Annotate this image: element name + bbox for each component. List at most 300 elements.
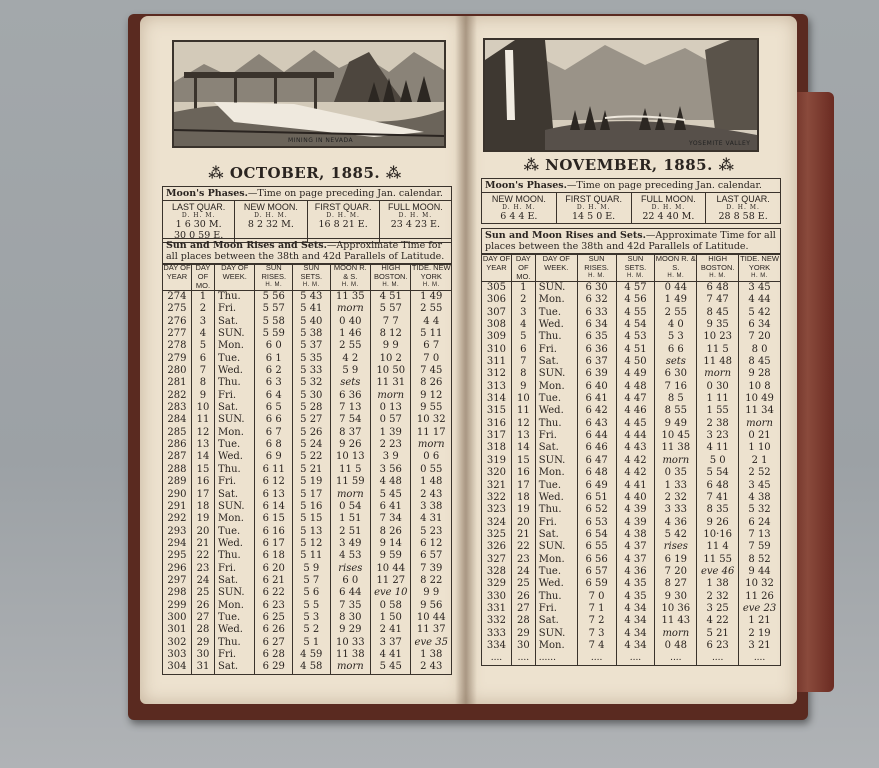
table-cell: 276 [163,316,192,328]
table-cell: 6 44 [330,587,370,599]
column-header [511,254,535,282]
moon-phase-units: D. H. M. [502,204,536,211]
table-cell: 6 47 [577,455,616,467]
table-cell: 9 30 [655,591,697,603]
table-cell: 281 [163,377,192,389]
table-cell: 5 12 [293,538,331,550]
moon-phase-value: 22 4 40 M. [642,211,695,222]
moon-phase-cell [308,201,380,242]
table-cell: SUN. [215,587,255,599]
table-cell: 6 48 [577,467,616,479]
yosemite-engraving-image [485,40,757,150]
table-row [482,442,781,454]
table-cell: 5 3 [655,331,697,343]
table-cell: 305 [482,282,512,295]
table-row [482,652,781,665]
table-cell: 6 23 [255,600,293,612]
table-cell: 6 48 [697,282,739,295]
table-cell: .... [482,652,512,665]
table-cell: 9 [191,390,214,402]
table-cell: 9 12 [411,390,452,402]
table-cell: 6 54 [577,529,616,541]
table-cell: Mon. [535,467,577,479]
table-cell: 4 54 [616,319,655,331]
table-cell: sets [330,377,370,389]
table-cell: 17 [511,480,535,492]
table-cell: Sat. [535,356,577,368]
table-cell: 31 [191,661,214,674]
table-cell: 6 15 [255,513,293,525]
table-row [163,365,452,377]
table-cell: 26 [511,591,535,603]
table-cell: 9 49 [655,418,697,430]
table-cell: 6 33 [577,307,616,319]
table-cell: 4 31 [411,513,452,525]
table-cell: Mon. [535,294,577,306]
table-cell: 7 4 [577,640,616,652]
table-cell: 280 [163,365,192,377]
table-cell: 299 [163,600,192,612]
table-cell: 0 57 [371,414,411,426]
table-cell: 9 26 [330,439,370,451]
table-cell: 295 [163,550,192,562]
table-cell: Thu. [215,464,255,476]
table-cell: 6 29 [255,661,293,674]
table-cell: 5 11 [293,550,331,562]
table-cell: 14 [191,451,214,463]
table-cell: 7 0 [411,353,452,365]
table-row [163,328,452,340]
table-cell: 3 33 [655,504,697,516]
column-header-label: HIGH BOSTON. [700,254,735,272]
table-cell: 5 16 [293,501,331,513]
column-header [191,263,214,291]
table-cell: 312 [482,368,512,380]
table-cell: 6 17 [255,538,293,550]
table-cell: 8 26 [411,377,452,389]
table-cell: 8 37 [330,427,370,439]
table-cell: 11 31 [371,377,411,389]
table-cell: .... [511,652,535,665]
table-cell: 4 51 [371,291,411,304]
table-cell: 10 36 [655,603,697,615]
table-cell: 2 [191,303,214,315]
table-cell: 4 22 [697,615,739,627]
moon-phase-units: D. H. M. [398,212,433,219]
moon-phase-cell [632,193,707,223]
table-cell: 5 40 [293,316,331,328]
table-cell: 6 44 [577,430,616,442]
moon-phase-label: FULL MOON. [388,202,443,212]
table-cell: 2 [511,294,535,306]
table-cell: 316 [482,418,512,430]
table-cell: 1 48 [411,476,452,488]
table-row [163,291,452,304]
table-cell: 288 [163,464,192,476]
table-cell: 29 [511,628,535,640]
table-cell: 4 55 [616,307,655,319]
table-cell: 2 23 [371,439,411,451]
table-cell: 6 55 [577,541,616,553]
table-cell: 12 [191,427,214,439]
table-cell: 5 22 [293,451,331,463]
table-cell: Wed. [215,624,255,636]
table-cell: 5 42 [655,529,697,541]
moon-phase-label: LAST QUAR. [171,202,226,212]
table-cell: 2 52 [739,467,781,479]
table-row [482,529,781,541]
table-cell: 275 [163,303,192,315]
moon-phases-note: —Time on page preceding Jan. calendar. [566,180,762,191]
table-cell: 302 [163,637,192,649]
column-header-units: H. M. [751,273,768,279]
table-cell: 319 [482,455,512,467]
table-cell: 11 43 [655,615,697,627]
table-cell: 4 34 [616,628,655,640]
column-header [697,254,739,282]
table-cell: 9 14 [371,538,411,550]
table-cell: 11 38 [655,442,697,454]
table-cell: 279 [163,353,192,365]
table-cell: 6 6 [255,414,293,426]
table-cell: Tue. [535,393,577,405]
table-cell: 29 [191,637,214,649]
table-cell: 6 34 [739,319,781,331]
table-cell: 1 11 [697,393,739,405]
table-cell: 4 44 [739,294,781,306]
table-cell: Sat. [215,575,255,587]
table-row [163,513,452,525]
table-row [482,418,781,430]
table-cell: Mon. [215,427,255,439]
table-cell: 9 44 [739,566,781,578]
table-cell: Mon. [535,381,577,393]
table-cell: 11 38 [330,649,370,661]
table-cell: 2 55 [655,307,697,319]
table-cell: 2 32 [655,492,697,504]
table-cell: SUN. [215,414,255,426]
table-cell: 306 [482,294,512,306]
table-cell: 325 [482,529,512,541]
rise-set-heading-box [162,238,452,265]
table-row [163,624,452,636]
table-cell: Mon. [215,340,255,352]
table-cell: 7 34 [371,513,411,525]
table-cell: 5 33 [293,365,331,377]
table-cell: sets [655,356,697,368]
table-cell: 0 13 [371,402,411,414]
table-cell: 3 49 [330,538,370,550]
rise-set-heading [163,239,451,264]
table-cell: 278 [163,340,192,352]
table-cell: 9 59 [371,550,411,562]
column-header [739,254,781,282]
table-row [163,612,452,624]
table-cell: 9 9 [411,587,452,599]
table-cell: 27 [511,603,535,615]
column-header [616,254,655,282]
table-cell: 6 24 [739,517,781,529]
november-calendar-table [481,254,781,666]
table-cell: Fri. [215,649,255,661]
table-cell: Thu. [535,418,577,430]
table-cell: 324 [482,517,512,529]
table-cell: 8 30 [330,612,370,624]
table-cell: Thu. [535,591,577,603]
table-cell: 1 [191,291,214,304]
table-row [163,600,452,612]
table-cell: 5 19 [293,476,331,488]
table-row [163,489,452,501]
table-cell: 24 [191,575,214,587]
table-cell: 301 [163,624,192,636]
table-cell: 5 1 [293,637,331,649]
table-cell: 286 [163,439,192,451]
table-row [482,282,781,295]
table-cell: 17 [191,489,214,501]
column-header-label: HIGH BOSTON. [373,263,408,281]
table-cell: 8 [191,377,214,389]
table-cell: 6 20 [255,563,293,575]
moon-phase-cell [557,193,632,223]
table-cell: Fri. [215,303,255,315]
column-header [371,263,411,291]
table-cell: 3 21 [739,640,781,652]
table-cell: .... [577,652,616,665]
table-row [163,526,452,538]
engraving-yosemite [483,38,759,152]
ornament-icon: ⁂ [523,156,546,174]
table-cell: 7 13 [330,402,370,414]
table-cell: 298 [163,587,192,599]
table-cell: 2 38 [697,418,739,430]
table-cell: 1 49 [411,291,452,304]
table-cell: 6 7 [255,427,293,439]
table-cell: 8 45 [739,356,781,368]
column-header [255,263,293,291]
table-cell: 10 23 [697,331,739,343]
table-row [482,356,781,368]
table-row [482,467,781,479]
table-cell: 11 27 [371,575,411,587]
month-title [479,156,779,174]
table-cell: 7 13 [739,529,781,541]
table-cell: Thu. [215,637,255,649]
table-cell: 2 19 [739,628,781,640]
table-cell: 10 45 [655,430,697,442]
table-cell: 282 [163,390,192,402]
table-cell: 9 9 [371,340,411,352]
table-cell: 6 23 [697,640,739,652]
moon-phase-cell [235,201,307,242]
table-cell: 9 26 [697,517,739,529]
table-cell: 1 [511,282,535,295]
table-cell: 10·16 [697,529,739,541]
moon-phase-units: D. H. M. [181,212,216,219]
table-cell: Fri. [535,344,577,356]
table-cell: 6 41 [371,501,411,513]
table-cell: 6 36 [577,344,616,356]
moon-phase-value: 16 8 21 E. [318,219,368,230]
table-cell: 7 35 [330,600,370,612]
table-cell: 5 45 [371,489,411,501]
table-row [482,603,781,615]
mining-engraving-image [174,42,444,146]
column-header-label: DAY OF MO. [195,263,211,290]
table-row [163,316,452,328]
table-row [482,368,781,380]
table-cell: 5 56 [255,291,293,304]
table-cell: Sat. [535,615,577,627]
table-cell: 10 49 [739,393,781,405]
table-cell: 308 [482,319,512,331]
moon-phases-row [163,201,451,242]
table-cell: 7 54 [330,414,370,426]
table-cell: 9 [511,381,535,393]
table-cell: Tue. [535,566,577,578]
table-cell: 8 5 [655,393,697,405]
table-cell: 8 27 [655,578,697,590]
table-cell: 7 2 [577,615,616,627]
table-cell: 323 [482,504,512,516]
table-cell: 2 43 [411,489,452,501]
table-cell: 5 5 [293,600,331,612]
table-cell: 0 30 [697,381,739,393]
table-cell: 291 [163,501,192,513]
table-cell: 3 38 [411,501,452,513]
table-cell: 19 [191,513,214,525]
table-cell: 4 [511,319,535,331]
moon-phase-value: 28 8 58 E. [718,211,768,222]
table-cell: 6 12 [255,476,293,488]
table-cell: 5 45 [371,661,411,674]
table-cell: 4 36 [655,517,697,529]
table-cell: 12 [511,418,535,430]
month-title [160,164,450,182]
column-header [655,254,697,282]
table-row [482,405,781,417]
october-calendar-table [162,263,452,675]
table-row [163,353,452,365]
table-cell: 4 58 [293,661,331,674]
table-cell: 6 28 [255,649,293,661]
table-cell: SUN. [215,501,255,513]
moon-phase-label: FIRST QUAR. [565,194,623,204]
table-cell: 30 [511,640,535,652]
table-cell: Mon. [535,554,577,566]
table-cell: eve 10 [371,587,411,599]
table-cell: 5 [191,340,214,352]
moon-phase-value: 8 2 32 M. [247,219,294,230]
table-cell: 5 15 [293,513,331,525]
table-cell: 6 53 [577,517,616,529]
table-row [482,480,781,492]
table-cell: Tue. [535,480,577,492]
table-cell: 8 22 [411,575,452,587]
moon-phase-value: 14 5 0 E. [572,211,616,222]
table-cell: 10 32 [411,414,452,426]
table-cell: 6 13 [255,489,293,501]
table-cell: 4 50 [616,356,655,368]
table-cell: 4 [191,328,214,340]
table-row [163,414,452,426]
table-cell: 1 39 [371,427,411,439]
rise-set-title: Sun and Moon Rises and Sets. [485,230,646,241]
table-cell: 6 2 [255,365,293,377]
table-cell: 5 58 [255,316,293,328]
table-cell: .... [655,652,697,665]
table-cell: 18 [191,501,214,513]
table-cell: 6 19 [655,554,697,566]
table-cell: 6 42 [577,405,616,417]
table-row [163,427,452,439]
table-cell: 28 [511,615,535,627]
table-cell: 0 55 [411,464,452,476]
table-row [163,377,452,389]
table-cell: 331 [482,603,512,615]
table-cell: 7 7 [371,316,411,328]
table-cell: 6 3 [255,377,293,389]
table-cell: 4 38 [616,529,655,541]
table-cell: 329 [482,578,512,590]
table-cell: 4 37 [616,541,655,553]
table-cell: Tue. [535,307,577,319]
table-cell: 11 55 [697,554,739,566]
table-cell: 2 41 [371,624,411,636]
column-header [482,254,512,282]
table-cell: 11 [511,405,535,417]
table-cell: 4 37 [616,554,655,566]
column-header-label: SUN SETS. [300,263,323,281]
table-cell: 3 56 [371,464,411,476]
table-cell: 8 [511,368,535,380]
table-cell: 6 49 [577,480,616,492]
table-cell: 321 [482,480,512,492]
table-cell: Sat. [215,489,255,501]
table-row [163,550,452,562]
table-cell: Sat. [535,442,577,454]
moon-phase-value: 6 4 4 E. [500,211,538,222]
table-cell: 11 5 [330,464,370,476]
column-header-units: H. M. [667,273,685,279]
table-cell: 4 42 [616,455,655,467]
table-cell: 11 26 [739,591,781,603]
table-cell: 6 9 [255,451,293,463]
moon-phase-units: D. H. M. [326,212,360,219]
table-cell: 5 37 [293,340,331,352]
table-cell: 8 52 [739,554,781,566]
table-cell: 4 39 [616,504,655,516]
engraving-mining [172,40,446,148]
table-cell: Sat. [215,661,255,674]
moon-phase-value: 1 6 30 M. [175,219,222,230]
table-row [163,649,452,661]
table-cell: 5 21 [293,464,331,476]
table-cell: 0 58 [371,600,411,612]
table-cell: eve 46 [697,566,739,578]
table-cell: 6 18 [255,550,293,562]
table-cell: 285 [163,427,192,439]
moon-phase-units: D. H. M. [254,212,288,219]
table-row [163,661,452,674]
column-header-label: DAY OF YEAR [163,263,191,281]
table-cell: 4 0 [655,319,697,331]
table-cell: 3 23 [697,430,739,442]
table-cell: morn [371,390,411,402]
moon-phases-heading [163,187,451,201]
table-cell: 10 44 [411,612,452,624]
table-cell: 304 [163,661,192,674]
